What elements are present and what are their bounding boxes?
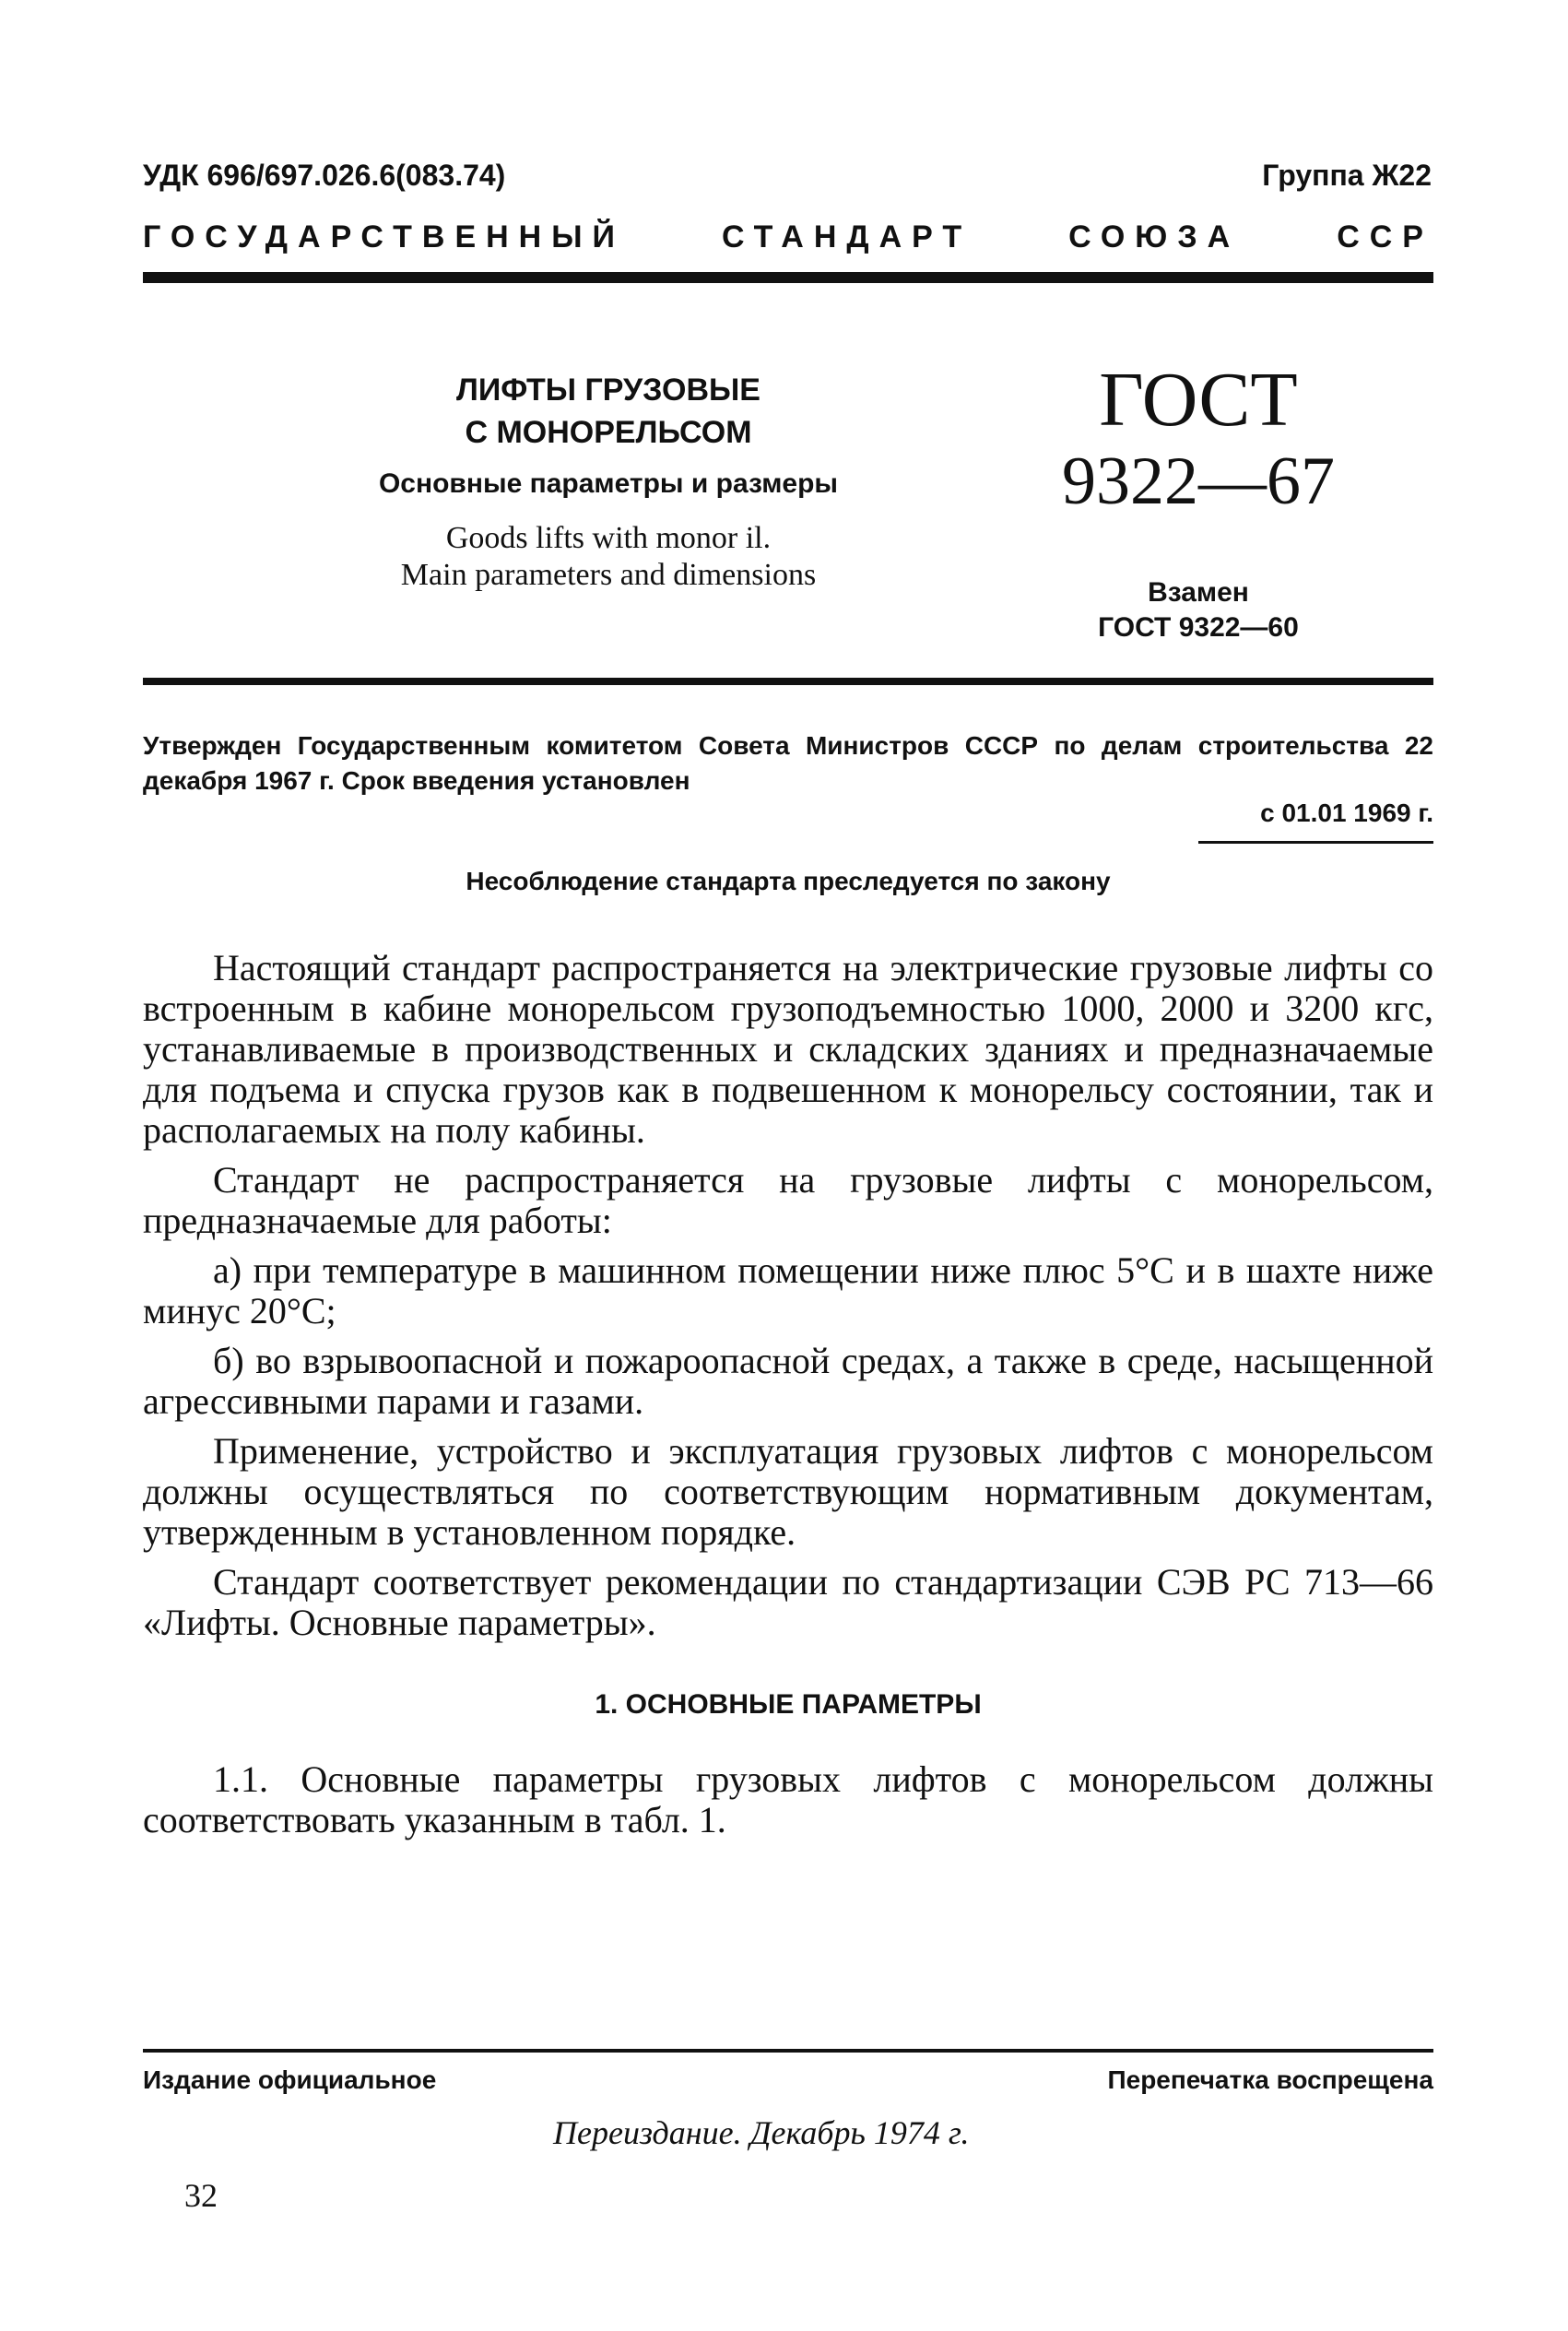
replaces-number: ГОСТ 9322—60	[1098, 612, 1299, 643]
group-code: Группа Ж22	[1262, 159, 1432, 192]
gost-block	[1051, 357, 1346, 645]
banner-word-state: ГОСУДАРСТВЕННЫЙ	[143, 219, 625, 254]
header-rule	[143, 272, 1433, 283]
banner-word-ussr: ССР	[1337, 219, 1433, 254]
clause-1-1: 1.1. Основные параметры грузовых лифтов с монорельсом должны соответствовать указанным в табл. 1.	[143, 1758, 1433, 1840]
state-standard-banner	[143, 219, 1433, 255]
replaces-label: Взамен	[1148, 577, 1249, 608]
exclusion-item-b: б) во взрывоопасной и пожароопасной средах, а также в среде, насыщенной агрессивными парами и газами.	[143, 1340, 1433, 1422]
title-line-1: ЛИФТЫ ГРУЗОВЫЕ	[456, 373, 760, 408]
gost-label: ГОСТ	[1099, 357, 1298, 443]
body-text	[143, 948, 1433, 1652]
introduction-date: с 01.01 1969 г.	[1260, 799, 1433, 827]
section-1-title: 1. ОСНОВНЫЕ ПАРАМЕТРЫ	[595, 1689, 982, 1720]
official-edition: Издание официальное	[143, 2065, 437, 2094]
english-title	[313, 520, 903, 594]
legal-warning: Несоблюдение стандарта преследуется по закону	[466, 867, 1111, 895]
paragraph-application: Применение, устройство и эксплуатация грузовых лифтов с монорельсом должны осуществляться по соответствующим нормативным документам, утвержденным в установленном порядке.	[143, 1430, 1433, 1553]
udk-code: УДК 696/697.026.6(083.74)	[143, 159, 506, 192]
paragraph-scope: Настоящий стандарт распространяется на электрические грузовые лифты со встроенным в кабине монорельсом грузоподъемностью 1000, 2000 и 3200 кгс, устанавливаемые в производственных и складских зданиях и предназначаемые для подъема и спуска грузов как в подвешенном к монорельсу состоянии, так и располагаемых на полу кабины.	[143, 947, 1433, 1151]
approval-text: Утвержден Государственным комитетом Совета Министров СССР по делам строительства 22 декабря 1967 г. Срок введения установлен	[143, 731, 1433, 795]
footer-rule	[143, 2049, 1433, 2053]
reprint-prohibited: Перепечатка воспрещена	[1107, 2065, 1433, 2094]
banner-word-standard: СТАНДАРТ	[721, 219, 973, 254]
english-title-line-2: Main parameters and dimensions	[400, 558, 817, 592]
reissue-note: Переиздание. Декабрь 1974 г.	[553, 2114, 970, 2151]
exclusion-item-a: а) при температуре в машинном помещении ниже плюс 5°С и в шахте ниже минус 20°С;	[143, 1249, 1433, 1331]
title-block	[313, 369, 903, 594]
english-title-line-1: Goods lifts with monor il.	[445, 521, 772, 555]
banner-word-union: СОЮЗА	[1068, 219, 1241, 254]
page-number: 32	[184, 2177, 218, 2214]
title-line-2: С МОНОРЕЛЬСОМ	[465, 415, 752, 450]
paragraph-cmea: Стандарт соответствует рекомендации по стандартизации СЭВ РС 713—66 «Лифты. Основные параметры».	[143, 1561, 1433, 1643]
date-underline	[1198, 841, 1433, 844]
replaces-block	[1051, 575, 1346, 645]
paragraph-exclusions: Стандарт не распространяется на грузовые лифты с монорельсом, предназначаемые для работы:	[143, 1159, 1433, 1241]
title-subtitle: Основные параметры и размеры	[378, 468, 839, 499]
title-rule	[143, 678, 1433, 685]
gost-number: 9322—67	[1062, 444, 1335, 519]
